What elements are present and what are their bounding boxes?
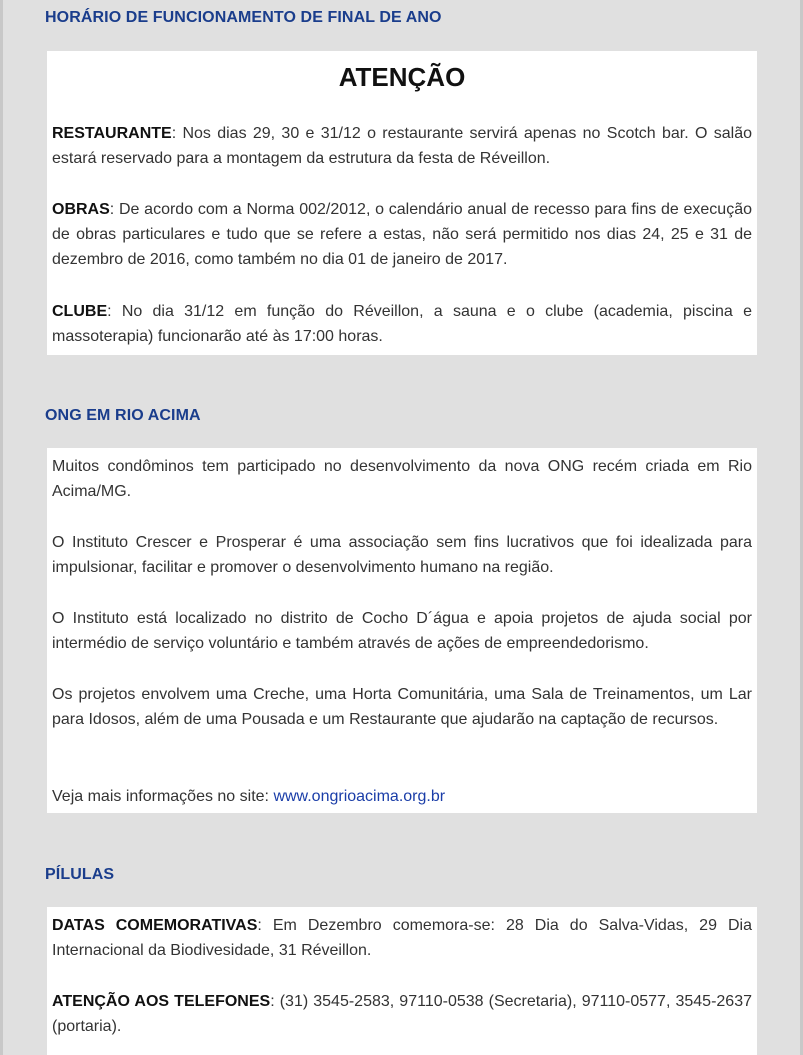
atencao-heading: ATENÇÃO	[338, 62, 466, 92]
ong-paragraph-1: Muitos condôminos tem participado no desenvolvimento da nova ONG recém criada em Rio Acima/MG.	[52, 458, 752, 500]
section-title-horario: HORÁRIO DE FUNCIONAMENTO DE FINAL DE ANO	[45, 9, 442, 26]
frame-left-border	[0, 0, 3, 1055]
clube-text: : No dia 31/12 em função do Réveillon, a sauna e o clube (academia, piscina e massoterapia) funcionarão até às 17:00 horas.	[52, 303, 752, 345]
clube-paragraph	[52, 299, 752, 349]
section-title-pilulas: PÍLULAS	[45, 866, 115, 883]
obras-paragraph	[52, 197, 752, 272]
pilulas-box	[47, 907, 757, 1055]
datas-paragraph	[52, 913, 752, 963]
horario-box	[47, 51, 757, 355]
ong-box	[47, 448, 757, 813]
datas-text: : Em Dezembro comemora-se: 28 Dia do Salva-Vidas, 29 Dia Internacional da Biodivesidade, 31 Réveillon.	[52, 917, 752, 959]
datas-label: DATAS COMEMORATIVAS	[52, 917, 258, 934]
ong-paragraph-3: O Instituto está localizado no distrito de Cocho D´água e apoia projetos de ajuda social por intermédio de serviço voluntário e também através de ações de empreendedorismo.	[52, 610, 752, 652]
obras-label: OBRAS	[52, 201, 110, 218]
clube-label: CLUBE	[52, 303, 108, 320]
obras-text: : De acordo com a Norma 002/2012, o calendário anual de recesso para fins de execução de obras particulares e tudo que se refere a estas, não será permitido nos dias 24, 25 e 31 de dezembro de 2016, como também no dia 01 de janeiro de 2017.	[52, 201, 752, 268]
restaurante-label: RESTAURANTE	[52, 125, 172, 142]
telefones-label: ATENÇÃO AOS TELEFONES	[52, 993, 271, 1010]
site-text: Veja mais informações no site:	[52, 788, 274, 805]
section-title-ong: ONG EM RIO ACIMA	[45, 407, 201, 424]
ong-paragraph-4: Os projetos envolvem uma Creche, uma Horta Comunitária, uma Sala de Treinamentos, um Lar para Idosos, além de uma Pousada e um Restaurante que ajudarão na captação de recursos.	[52, 686, 752, 728]
telefones-paragraph	[52, 989, 752, 1039]
restaurante-paragraph	[52, 121, 752, 171]
ong-site-paragraph	[52, 784, 752, 809]
restaurante-text: : Nos dias 29, 30 e 31/12 o restaurante servirá apenas no Scotch bar. O salão estará reservado para a montagem da estrutura da festa de Réveillon.	[52, 125, 752, 167]
telefones-text: : (31) 3545-2583, 97110-0538 (Secretaria), 97110-0577, 3545-2637 (portaria).	[52, 993, 752, 1035]
ong-paragraph-2: O Instituto Crescer e Prosperar é uma associação sem fins lucrativos que foi idealizada para impulsionar, facilitar e promover o desenvolvimento humano na região.	[52, 534, 752, 576]
site-link[interactable]: www.ongrioacima.org.br	[273, 788, 446, 805]
